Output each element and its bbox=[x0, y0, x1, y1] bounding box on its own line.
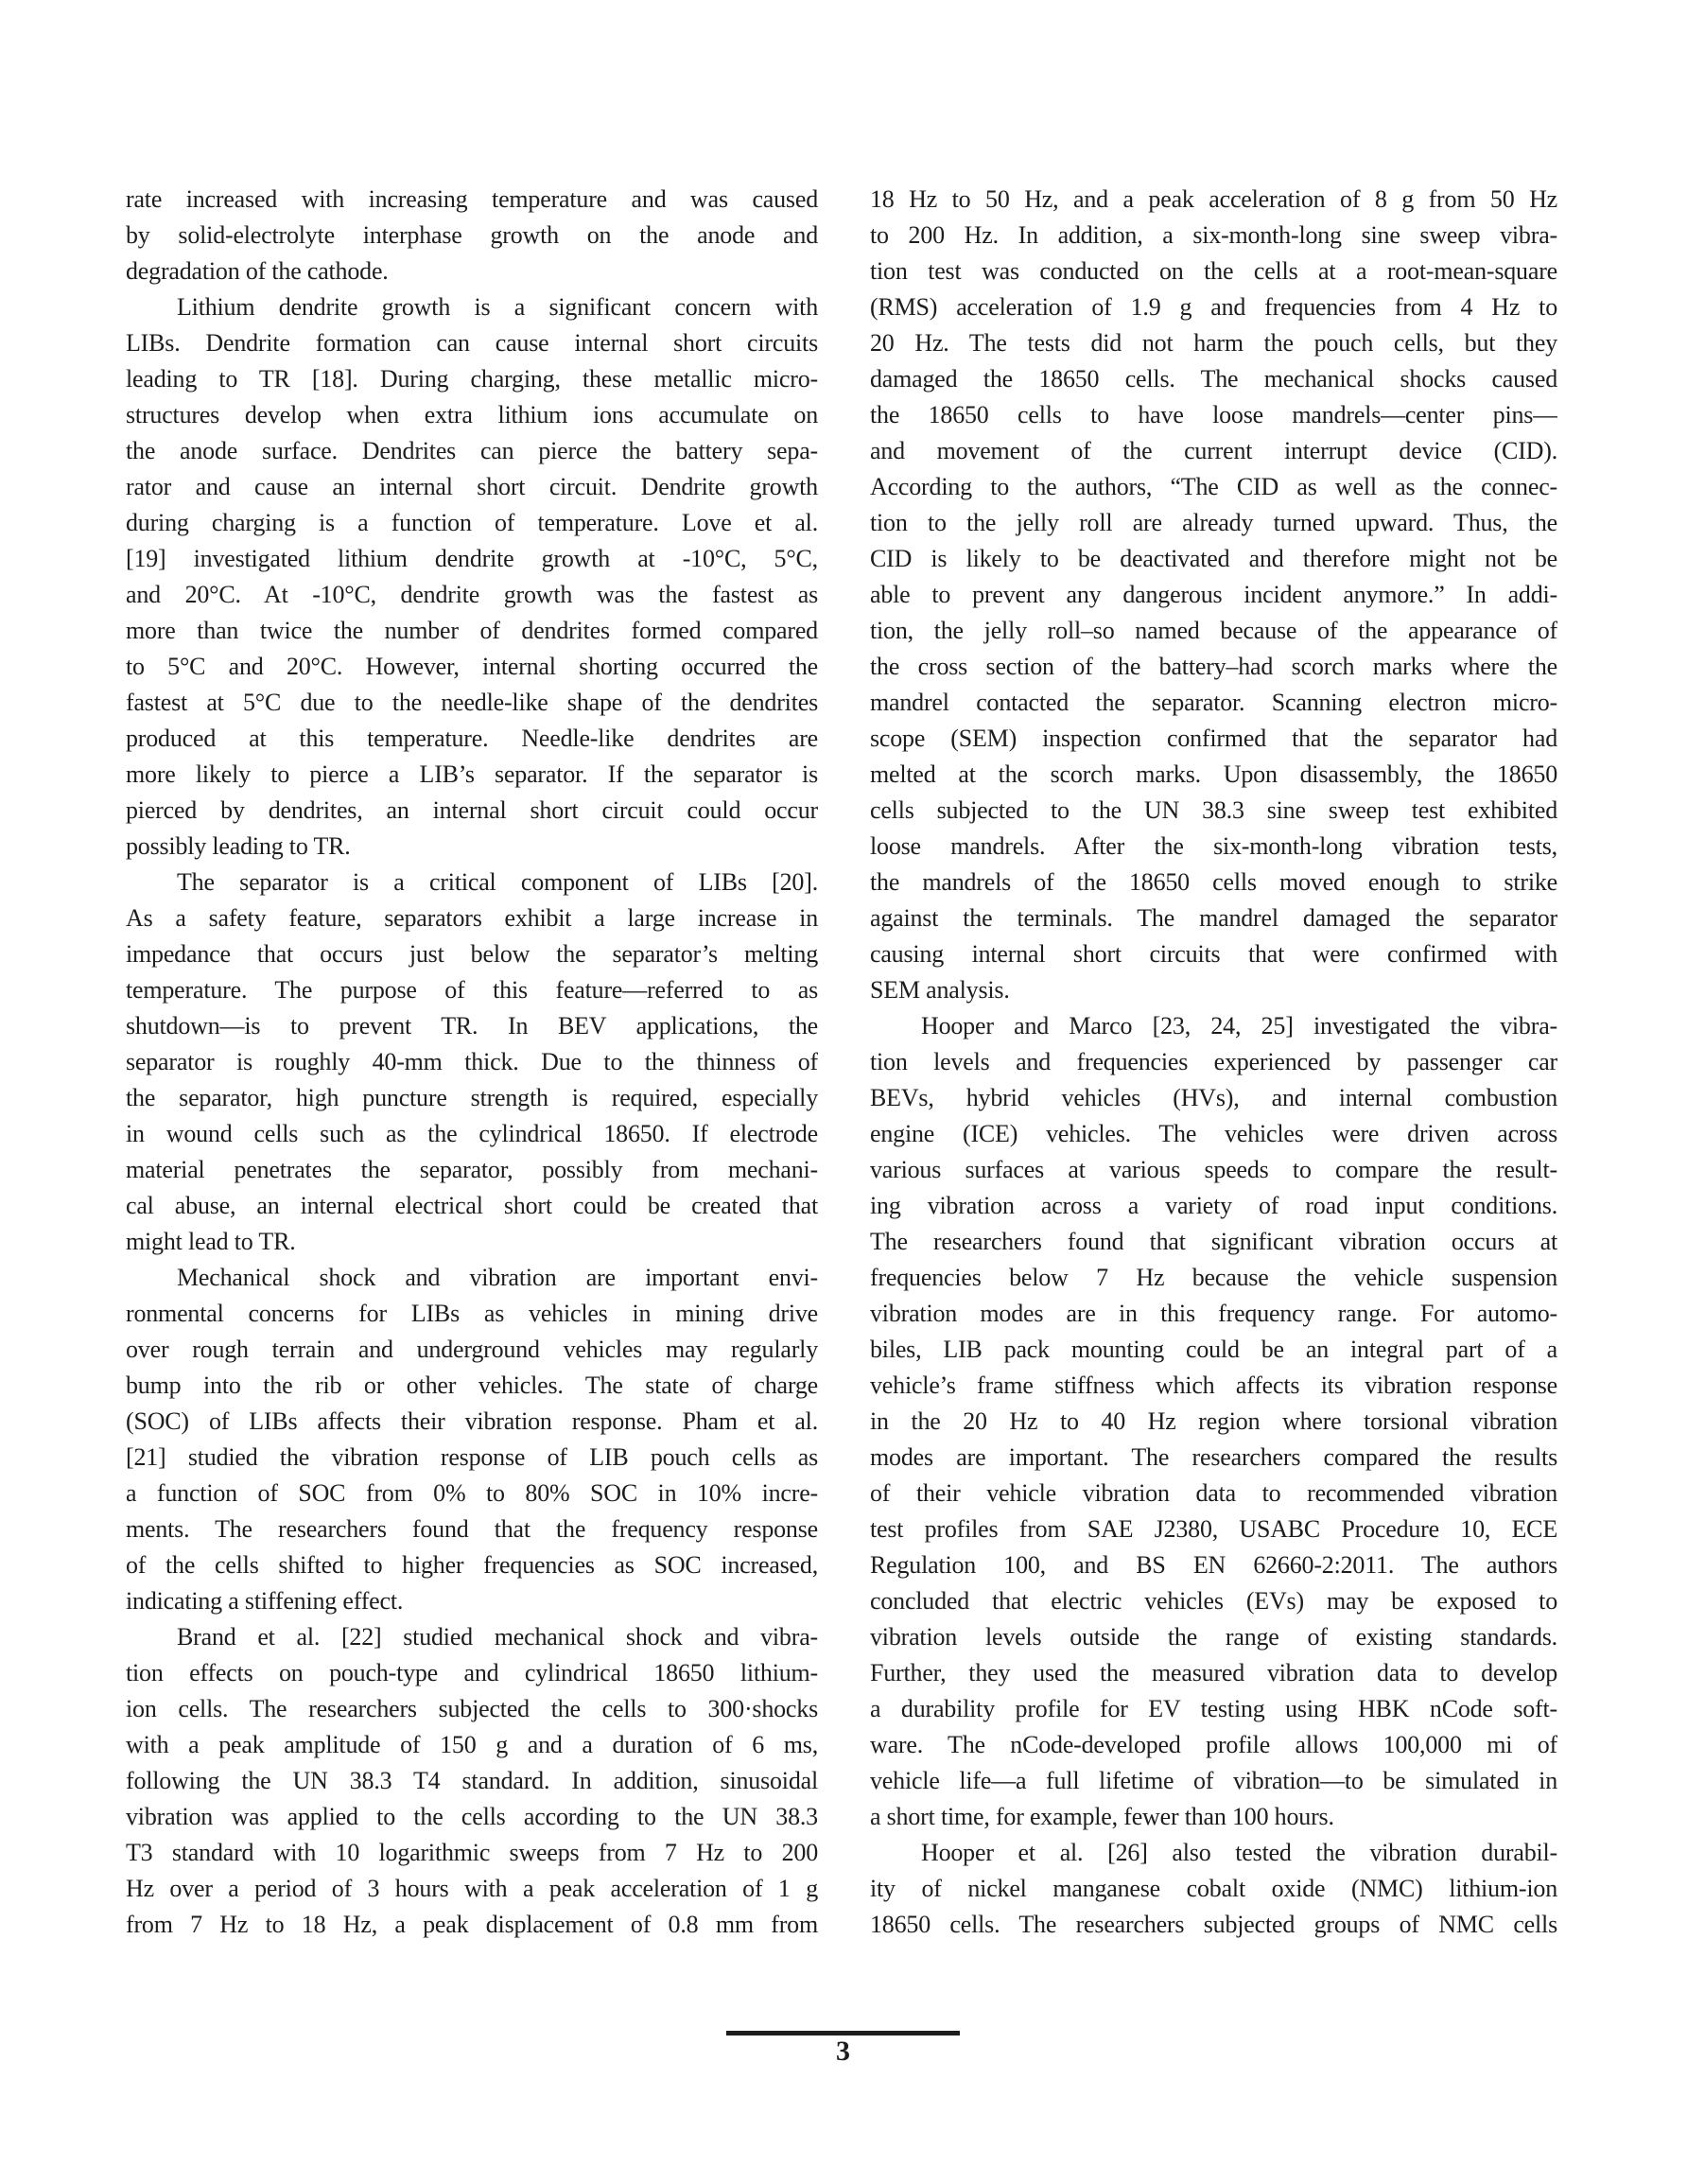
text-line: modes are important. The researchers compared the results bbox=[870, 1443, 1557, 1471]
text-line: shutdown—is to prevent TR. In BEV applications, the bbox=[126, 1012, 818, 1040]
text-line: during charging is a function of temperature. Love et al. bbox=[126, 509, 818, 536]
text-line: ments. The researchers found that the frequency response bbox=[126, 1515, 818, 1543]
text-line: ity of nickel manganese cobalt oxide (NMC) lithium-ion bbox=[870, 1875, 1557, 1902]
text-line: from 7 Hz to 18 Hz, a peak displacement of 0.8 mm from bbox=[126, 1911, 818, 1938]
text-line: structures develop when extra lithium ions accumulate on bbox=[126, 401, 818, 428]
text-line: mandrel contacted the separator. Scanning electron micro- bbox=[870, 689, 1557, 716]
text-line: SEM analysis. bbox=[870, 976, 1010, 1004]
text-line: Lithium dendrite growth is a significant concern with bbox=[177, 293, 818, 321]
text-column-left bbox=[126, 182, 818, 1943]
text-line: in the 20 Hz to 40 Hz region where torsional vibration bbox=[870, 1407, 1557, 1435]
page-number: 3 bbox=[836, 2035, 850, 2067]
text-line: vibration was applied to the cells according to the UN 38.3 bbox=[126, 1803, 818, 1830]
text-line: rator and cause an internal short circuit. Dendrite growth bbox=[126, 473, 818, 500]
text-line: cells subjected to the UN 38.3 sine sweep test exhibited bbox=[870, 796, 1557, 824]
text-line: Hooper and Marco [23, 24, 25] investigated the vibra- bbox=[921, 1012, 1557, 1040]
text-line: the anode surface. Dendrites can pierce the battery sepa- bbox=[126, 437, 818, 464]
text-line: LIBs. Dendrite formation can cause internal short circuits bbox=[126, 329, 818, 357]
text-line: separator is roughly 40-mm thick. Due to the thinness of bbox=[126, 1048, 818, 1075]
text-line: leading to TR [18]. During charging, these metallic micro- bbox=[126, 365, 818, 393]
text-line: and movement of the current interrupt device (CID). bbox=[870, 437, 1557, 464]
text-line: to 200 Hz. In addition, a six-month-long sine sweep vibra- bbox=[870, 221, 1557, 249]
text-line: loose mandrels. After the six-month-long vibration tests, bbox=[870, 832, 1557, 860]
text-line: able to prevent any dangerous incident anymore.” In addi- bbox=[870, 581, 1557, 608]
text-line: biles, LIB pack mounting could be an integral part of a bbox=[870, 1336, 1557, 1363]
text-line: cal abuse, an internal electrical short could be created that bbox=[126, 1192, 818, 1219]
text-line: fastest at 5°C due to the needle-like shape of the dendrites bbox=[126, 689, 818, 716]
text-line: [21] studied the vibration response of LIB pouch cells as bbox=[126, 1443, 818, 1471]
text-line: a durability profile for EV testing using HBK nCode soft- bbox=[870, 1695, 1557, 1722]
text-line: vehicle life—a full lifetime of vibration—to be simulated in bbox=[870, 1767, 1557, 1794]
text-line: (RMS) acceleration of 1.9 g and frequencies from 4 Hz to bbox=[870, 293, 1557, 321]
text-line: [19] investigated lithium dendrite growth at -10°C, 5°C, bbox=[126, 545, 818, 572]
text-line: vehicle’s frame stiffness which affects its vibration response bbox=[870, 1372, 1557, 1399]
text-line: tion levels and frequencies experienced by passenger car bbox=[870, 1048, 1557, 1075]
text-line: against the terminals. The mandrel damaged the separator bbox=[870, 904, 1557, 932]
text-line: ware. The nCode-developed profile allows 100,000 mi of bbox=[870, 1731, 1557, 1758]
text-line: Hz over a period of 3 hours with a peak acceleration of 1 g bbox=[126, 1875, 818, 1902]
text-line: 18 Hz to 50 Hz, and a peak acceleration of 8 g from 50 Hz bbox=[870, 185, 1557, 213]
text-line: to 5°C and 20°C. However, internal shorting occurred the bbox=[126, 653, 818, 680]
text-column-right bbox=[870, 182, 1557, 1943]
text-line: in wound cells such as the cylindrical 18650. If electrode bbox=[126, 1120, 818, 1147]
text-line: engine (ICE) vehicles. The vehicles were driven across bbox=[870, 1120, 1557, 1147]
text-line: of their vehicle vibration data to recommended vibration bbox=[870, 1479, 1557, 1507]
text-line: test profiles from SAE J2380, USABC Procedure 10, ECE bbox=[870, 1515, 1557, 1543]
text-line: ronmental concerns for LIBs as vehicles in mining drive bbox=[126, 1300, 818, 1327]
text-line: 18650 cells. The researchers subjected groups of NMC cells bbox=[870, 1911, 1557, 1938]
text-line: Regulation 100, and BS EN 62660-2:2011. The authors bbox=[870, 1551, 1557, 1579]
text-line: and 20°C. At -10°C, dendrite growth was the fastest as bbox=[126, 581, 818, 608]
text-line: the separator, high puncture strength is required, especially bbox=[126, 1084, 818, 1111]
text-line: vibration modes are in this frequency range. For automo- bbox=[870, 1300, 1557, 1327]
text-line: Mechanical shock and vibration are important envi- bbox=[177, 1264, 818, 1291]
text-line: ion cells. The researchers subjected the cells to 300·shocks bbox=[126, 1695, 818, 1722]
text-line: tion to the jelly roll are already turned upward. Thus, the bbox=[870, 509, 1557, 536]
text-line: tion test was conducted on the cells at a root-mean-square bbox=[870, 257, 1557, 285]
text-line: damaged the 18650 cells. The mechanical shocks caused bbox=[870, 365, 1557, 393]
text-line: more than twice the number of dendrites formed compared bbox=[126, 617, 818, 644]
text-line: BEVs, hybrid vehicles (HVs), and internal combustion bbox=[870, 1084, 1557, 1111]
text-line: Further, they used the measured vibration data to develop bbox=[870, 1659, 1557, 1686]
text-line: impedance that occurs just below the separator’s melting bbox=[126, 940, 818, 968]
text-line: rate increased with increasing temperature and was caused bbox=[126, 185, 818, 213]
text-line: pierced by dendrites, an internal short circuit could occur bbox=[126, 796, 818, 824]
text-line: concluded that electric vehicles (EVs) may be exposed to bbox=[870, 1587, 1557, 1615]
text-line: over rough terrain and underground vehicles may regularly bbox=[126, 1336, 818, 1363]
text-line: temperature. The purpose of this feature—referred to as bbox=[126, 976, 818, 1004]
text-line: According to the authors, “The CID as well as the connec- bbox=[870, 473, 1557, 500]
text-line: The separator is a critical component of LIBs [20]. bbox=[177, 868, 818, 896]
text-line: Brand et al. [22] studied mechanical shock and vibra- bbox=[177, 1623, 818, 1651]
text-line: vibration levels outside the range of existing standards. bbox=[870, 1623, 1557, 1651]
text-line: with a peak amplitude of 150 g and a duration of 6 ms, bbox=[126, 1731, 818, 1758]
text-line: tion, the jelly roll–so named because of the appearance of bbox=[870, 617, 1557, 644]
text-line: might lead to TR. bbox=[126, 1228, 296, 1255]
text-line: frequencies below 7 Hz because the vehicle suspension bbox=[870, 1264, 1557, 1291]
text-line: possibly leading to TR. bbox=[126, 832, 351, 860]
text-line: more likely to pierce a LIB’s separator. If the separator is bbox=[126, 760, 818, 788]
text-line: a function of SOC from 0% to 80% SOC in 10% incre- bbox=[126, 1479, 818, 1507]
text-line: of the cells shifted to higher frequencies as SOC increased, bbox=[126, 1551, 818, 1579]
text-line: As a safety feature, separators exhibit a large increase in bbox=[126, 904, 818, 932]
text-line: The researchers found that significant vibration occurs at bbox=[870, 1228, 1557, 1255]
text-line: by solid-electrolyte interphase growth on the anode and bbox=[126, 221, 818, 249]
text-line: melted at the scorch marks. Upon disassembly, the 18650 bbox=[870, 760, 1557, 788]
text-line: ing vibration across a variety of road input conditions. bbox=[870, 1192, 1557, 1219]
text-line: Hooper et al. [26] also tested the vibration durabil- bbox=[921, 1839, 1557, 1866]
text-line: material penetrates the separator, possibly from mechani- bbox=[126, 1156, 818, 1183]
text-line: scope (SEM) inspection confirmed that the separator had bbox=[870, 725, 1557, 752]
text-line: following the UN 38.3 T4 standard. In addition, sinusoidal bbox=[126, 1767, 818, 1794]
text-line: bump into the rib or other vehicles. The state of charge bbox=[126, 1372, 818, 1399]
text-line: causing internal short circuits that were confirmed with bbox=[870, 940, 1557, 968]
text-line: T3 standard with 10 logarithmic sweeps from 7 Hz to 200 bbox=[126, 1839, 818, 1866]
text-line: CID is likely to be deactivated and therefore might not be bbox=[870, 545, 1557, 572]
text-line: the cross section of the battery–had scorch marks where the bbox=[870, 653, 1557, 680]
text-line: a short time, for example, fewer than 100 hours. bbox=[870, 1803, 1334, 1830]
text-line: produced at this temperature. Needle-like dendrites are bbox=[126, 725, 818, 752]
text-line: degradation of the cathode. bbox=[126, 257, 389, 285]
text-line: the 18650 cells to have loose mandrels—center pins— bbox=[870, 401, 1557, 428]
text-line: indicating a stiffening effect. bbox=[126, 1587, 404, 1615]
text-line: the mandrels of the 18650 cells moved enough to strike bbox=[870, 868, 1557, 896]
text-line: tion effects on pouch-type and cylindrical 18650 lithium- bbox=[126, 1659, 818, 1686]
text-line: various surfaces at various speeds to compare the result- bbox=[870, 1156, 1557, 1183]
text-line: 20 Hz. The tests did not harm the pouch cells, but they bbox=[870, 329, 1557, 357]
text-line: (SOC) of LIBs affects their vibration response. Pham et al. bbox=[126, 1407, 818, 1435]
